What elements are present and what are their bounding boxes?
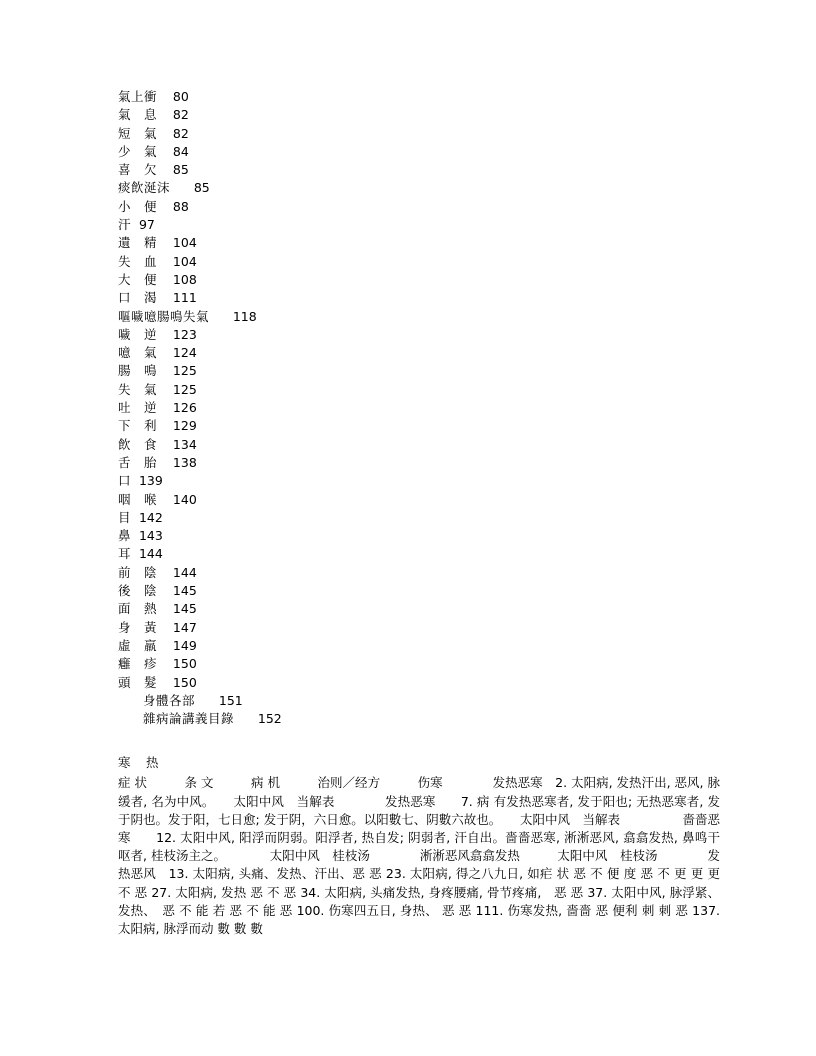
toc-leader	[131, 528, 139, 543]
toc-leader	[157, 235, 173, 250]
toc-entry-label: 口	[118, 473, 132, 489]
toc-entry[interactable]	[118, 381, 720, 399]
toc-entry-page: 149	[172, 637, 197, 653]
toc-entry[interactable]	[118, 582, 720, 600]
toc-entry-label: 氣 息	[118, 107, 158, 123]
toc-entry[interactable]	[118, 271, 720, 289]
toc-entry[interactable]	[118, 600, 720, 618]
toc-entry[interactable]	[118, 655, 720, 673]
toc-entry-page: 140	[172, 491, 197, 507]
toc-entry-label: 小 便	[118, 198, 158, 214]
toc-entry[interactable]	[118, 344, 720, 362]
toc-entry[interactable]	[118, 564, 720, 582]
toc-entry-page: 85	[193, 180, 210, 196]
toc-entry-page: 85	[172, 162, 189, 178]
toc-entry-page: 145	[172, 583, 197, 599]
toc-entry[interactable]	[118, 179, 720, 197]
toc-entry[interactable]	[118, 509, 720, 527]
toc-entry-label: 身 黃	[118, 619, 158, 635]
toc-entry-label: 面 熱	[118, 601, 158, 617]
toc-entry-page: 82	[172, 125, 189, 141]
toc-entry-label: 汗	[118, 217, 132, 233]
toc-entry-label: 咽 喉	[118, 491, 158, 507]
toc-entry-page: 123	[172, 326, 197, 342]
toc-leader	[157, 601, 173, 616]
toc-leader	[157, 492, 173, 507]
toc-entry-page: 82	[172, 107, 189, 123]
toc-leader	[195, 693, 219, 708]
toc-leader	[157, 382, 173, 397]
toc-entry-page: 126	[172, 400, 197, 416]
toc-leader	[157, 272, 173, 287]
toc-entry-label: 雜病論講義目錄	[143, 711, 235, 727]
toc-entry-page: 111	[172, 290, 197, 306]
toc-leader	[157, 126, 173, 141]
toc-leader	[131, 546, 139, 561]
toc-entry[interactable]	[118, 308, 720, 326]
toc-entry[interactable]	[118, 454, 720, 472]
toc-leader	[157, 345, 173, 360]
toc-entry-page: 124	[172, 345, 197, 361]
toc-entry-page: 150	[172, 674, 197, 690]
toc-leader	[157, 89, 173, 104]
toc-leader	[157, 199, 173, 214]
toc-entry-page: 104	[172, 253, 197, 269]
toc-leader	[157, 363, 173, 378]
toc-indent	[118, 711, 143, 726]
toc-entry-page: 147	[172, 619, 197, 635]
toc-entry[interactable]	[118, 619, 720, 637]
toc-entry-page: 150	[172, 656, 197, 672]
toc-leader	[234, 711, 258, 726]
toc-entry-label: 飲 食	[118, 436, 158, 452]
toc-leader	[157, 400, 173, 415]
section-body-text: 症 状 条 文 病 机 治则／经方 伤寒 发热恶寒 2. 太阳病, 发热汗出, 恶风, 脉缓者, 名为中风。 太阳中风 当解表 发热恶寒 7. 病 有发热恶寒者, 发于阳也; 无热恶寒者, 发于阴也。发于阳，七日愈; 发于阴，六日愈。以阳數七、阴數六故也。 太阳中风 当解表 嗇嗇恶寒 12. 太阳中风, 阳浮而阴弱。阳浮者, 热自发; 阴弱者, 汗自出。嗇嗇恶寒, 淅淅恶风, 翕翕发热, 鼻鸣干呕者, 桂枝汤主之。 太阳中风 桂枝汤 淅淅恶风翕翕发热 太阳中风 桂枝汤 发热恶风 13. 太阳病, 头痛、发热、汗出、恶 恶 23. 太阳病, 得之八九日, 如疟 状 恶 不 便 度 恶 不 更 更 更 不 恶 27. 太阳病, 发热 恶 不 恶 34. 太阳病, 头痛发热, 身疼腰痛, 骨节疼痛, 恶 恶 37. 太阳中风, 脉浮紧、发热、 恶 不 能 若 恶 不 能 恶 100. 伤寒四五日, 身热、 恶 恶 111. 伤寒发热, 嗇嗇 恶 便利 刺 刺 恶 137. 太阳病, 脉浮而动 數 數 數	[118, 775, 720, 937]
toc-entry-label: 少 氣	[118, 143, 158, 159]
toc-entry-page: 118	[232, 308, 257, 324]
toc-entry-page: 129	[172, 418, 197, 434]
toc-entry[interactable]	[118, 436, 720, 454]
toc-entry[interactable]	[118, 362, 720, 380]
toc-leader	[157, 620, 173, 635]
toc-leader	[157, 162, 173, 177]
toc-entry[interactable]	[118, 527, 720, 545]
section-title: 寒 热	[118, 755, 161, 771]
toc-entry-label: 舌 胎	[118, 454, 158, 470]
toc-leader	[131, 473, 139, 488]
toc-leader	[157, 455, 173, 470]
toc-entry[interactable]	[118, 234, 720, 252]
toc-entry-page: 88	[172, 198, 189, 214]
toc-leader	[157, 656, 173, 671]
toc-entry-label: 腸 鳴	[118, 363, 158, 379]
toc-entry-page: 80	[172, 89, 189, 104]
toc-entry-label: 癰 疹	[118, 656, 158, 672]
toc-entry-label: 口 渴	[118, 290, 158, 306]
toc-leader	[157, 254, 173, 269]
toc-entry[interactable]	[118, 637, 720, 655]
toc-entry-label: 氣上衝	[118, 89, 158, 104]
toc-entry[interactable]	[118, 143, 720, 161]
toc-entry[interactable]	[118, 491, 720, 509]
toc-leader	[170, 180, 194, 195]
toc-leader	[131, 510, 139, 525]
toc-entry[interactable]	[118, 692, 720, 710]
toc-entry-page: 134	[172, 436, 197, 452]
toc-entry-page: 145	[172, 601, 197, 617]
toc-entry-page: 152	[257, 711, 282, 727]
toc-entry[interactable]	[118, 326, 720, 344]
table-of-contents	[118, 88, 720, 728]
toc-entry-label: 遺 精	[118, 235, 158, 251]
toc-entry[interactable]	[118, 545, 720, 563]
toc-entry-label: 頭 髮	[118, 674, 158, 690]
toc-entry-page: 144	[172, 564, 197, 580]
toc-leader	[157, 107, 173, 122]
toc-entry-page: 143	[138, 528, 163, 544]
toc-leader	[157, 327, 173, 342]
toc-entry-page: 97	[138, 217, 155, 233]
toc-entry-page: 125	[172, 363, 197, 379]
toc-leader	[157, 583, 173, 598]
toc-entry-label: 大 便	[118, 271, 158, 287]
toc-entry[interactable]	[118, 289, 720, 307]
toc-entry-page: 151	[218, 692, 243, 708]
toc-entry-label: 鼻	[118, 528, 132, 544]
toc-leader	[157, 675, 173, 690]
toc-entry[interactable]	[118, 161, 720, 179]
toc-entry[interactable]	[118, 253, 720, 271]
toc-entry[interactable]	[118, 417, 720, 435]
toc-entry[interactable]	[118, 125, 720, 143]
toc-entry[interactable]	[118, 106, 720, 124]
toc-entry[interactable]	[118, 216, 720, 234]
toc-entry-page: 125	[172, 381, 197, 397]
toc-entry-page: 84	[172, 143, 189, 159]
toc-entry[interactable]	[118, 710, 720, 728]
toc-entry-label: 喜 欠	[118, 162, 158, 178]
toc-entry-label: 前 陰	[118, 564, 158, 580]
toc-leader	[157, 437, 173, 452]
toc-entry[interactable]	[118, 472, 720, 490]
toc-entry[interactable]	[118, 198, 720, 216]
toc-entry-page: 138	[172, 454, 197, 470]
toc-entry-label: 身體各部	[143, 692, 196, 708]
toc-indent	[118, 693, 143, 708]
toc-leader	[157, 638, 173, 653]
toc-entry-label: 吐 逆	[118, 400, 158, 416]
toc-entry-label: 短 氣	[118, 125, 158, 141]
toc-entry-label: 虛 羸	[118, 637, 158, 653]
toc-entry[interactable]	[118, 399, 720, 417]
toc-entry-page: 108	[172, 271, 197, 287]
toc-entry-page: 144	[138, 546, 163, 562]
toc-entry-page: 104	[172, 235, 197, 251]
toc-entry-label: 耳	[118, 546, 132, 562]
toc-leader	[157, 144, 173, 159]
toc-leader	[209, 309, 233, 324]
toc-entry[interactable]	[118, 674, 720, 692]
toc-entry[interactable]	[118, 88, 720, 106]
toc-entry-page: 142	[138, 509, 163, 525]
toc-leader	[157, 418, 173, 433]
toc-leader	[157, 565, 173, 580]
toc-entry-label: 噦 逆	[118, 326, 158, 342]
toc-entry-label: 後 陰	[118, 583, 158, 599]
toc-entry-label: 下 利	[118, 418, 158, 434]
toc-leader	[157, 290, 173, 305]
spacer	[118, 728, 720, 754]
toc-entry-label: 噫 氣	[118, 345, 158, 361]
toc-entry-label: 嘔噦噫腸鳴失氣	[118, 308, 210, 324]
toc-entry-label: 痰飲涎沫	[118, 180, 171, 196]
toc-entry-label: 失 血	[118, 253, 158, 269]
toc-entry-label: 失 氣	[118, 381, 158, 397]
toc-entry-page: 139	[138, 473, 163, 489]
toc-entry-label: 目	[118, 509, 132, 525]
toc-leader	[131, 217, 139, 232]
